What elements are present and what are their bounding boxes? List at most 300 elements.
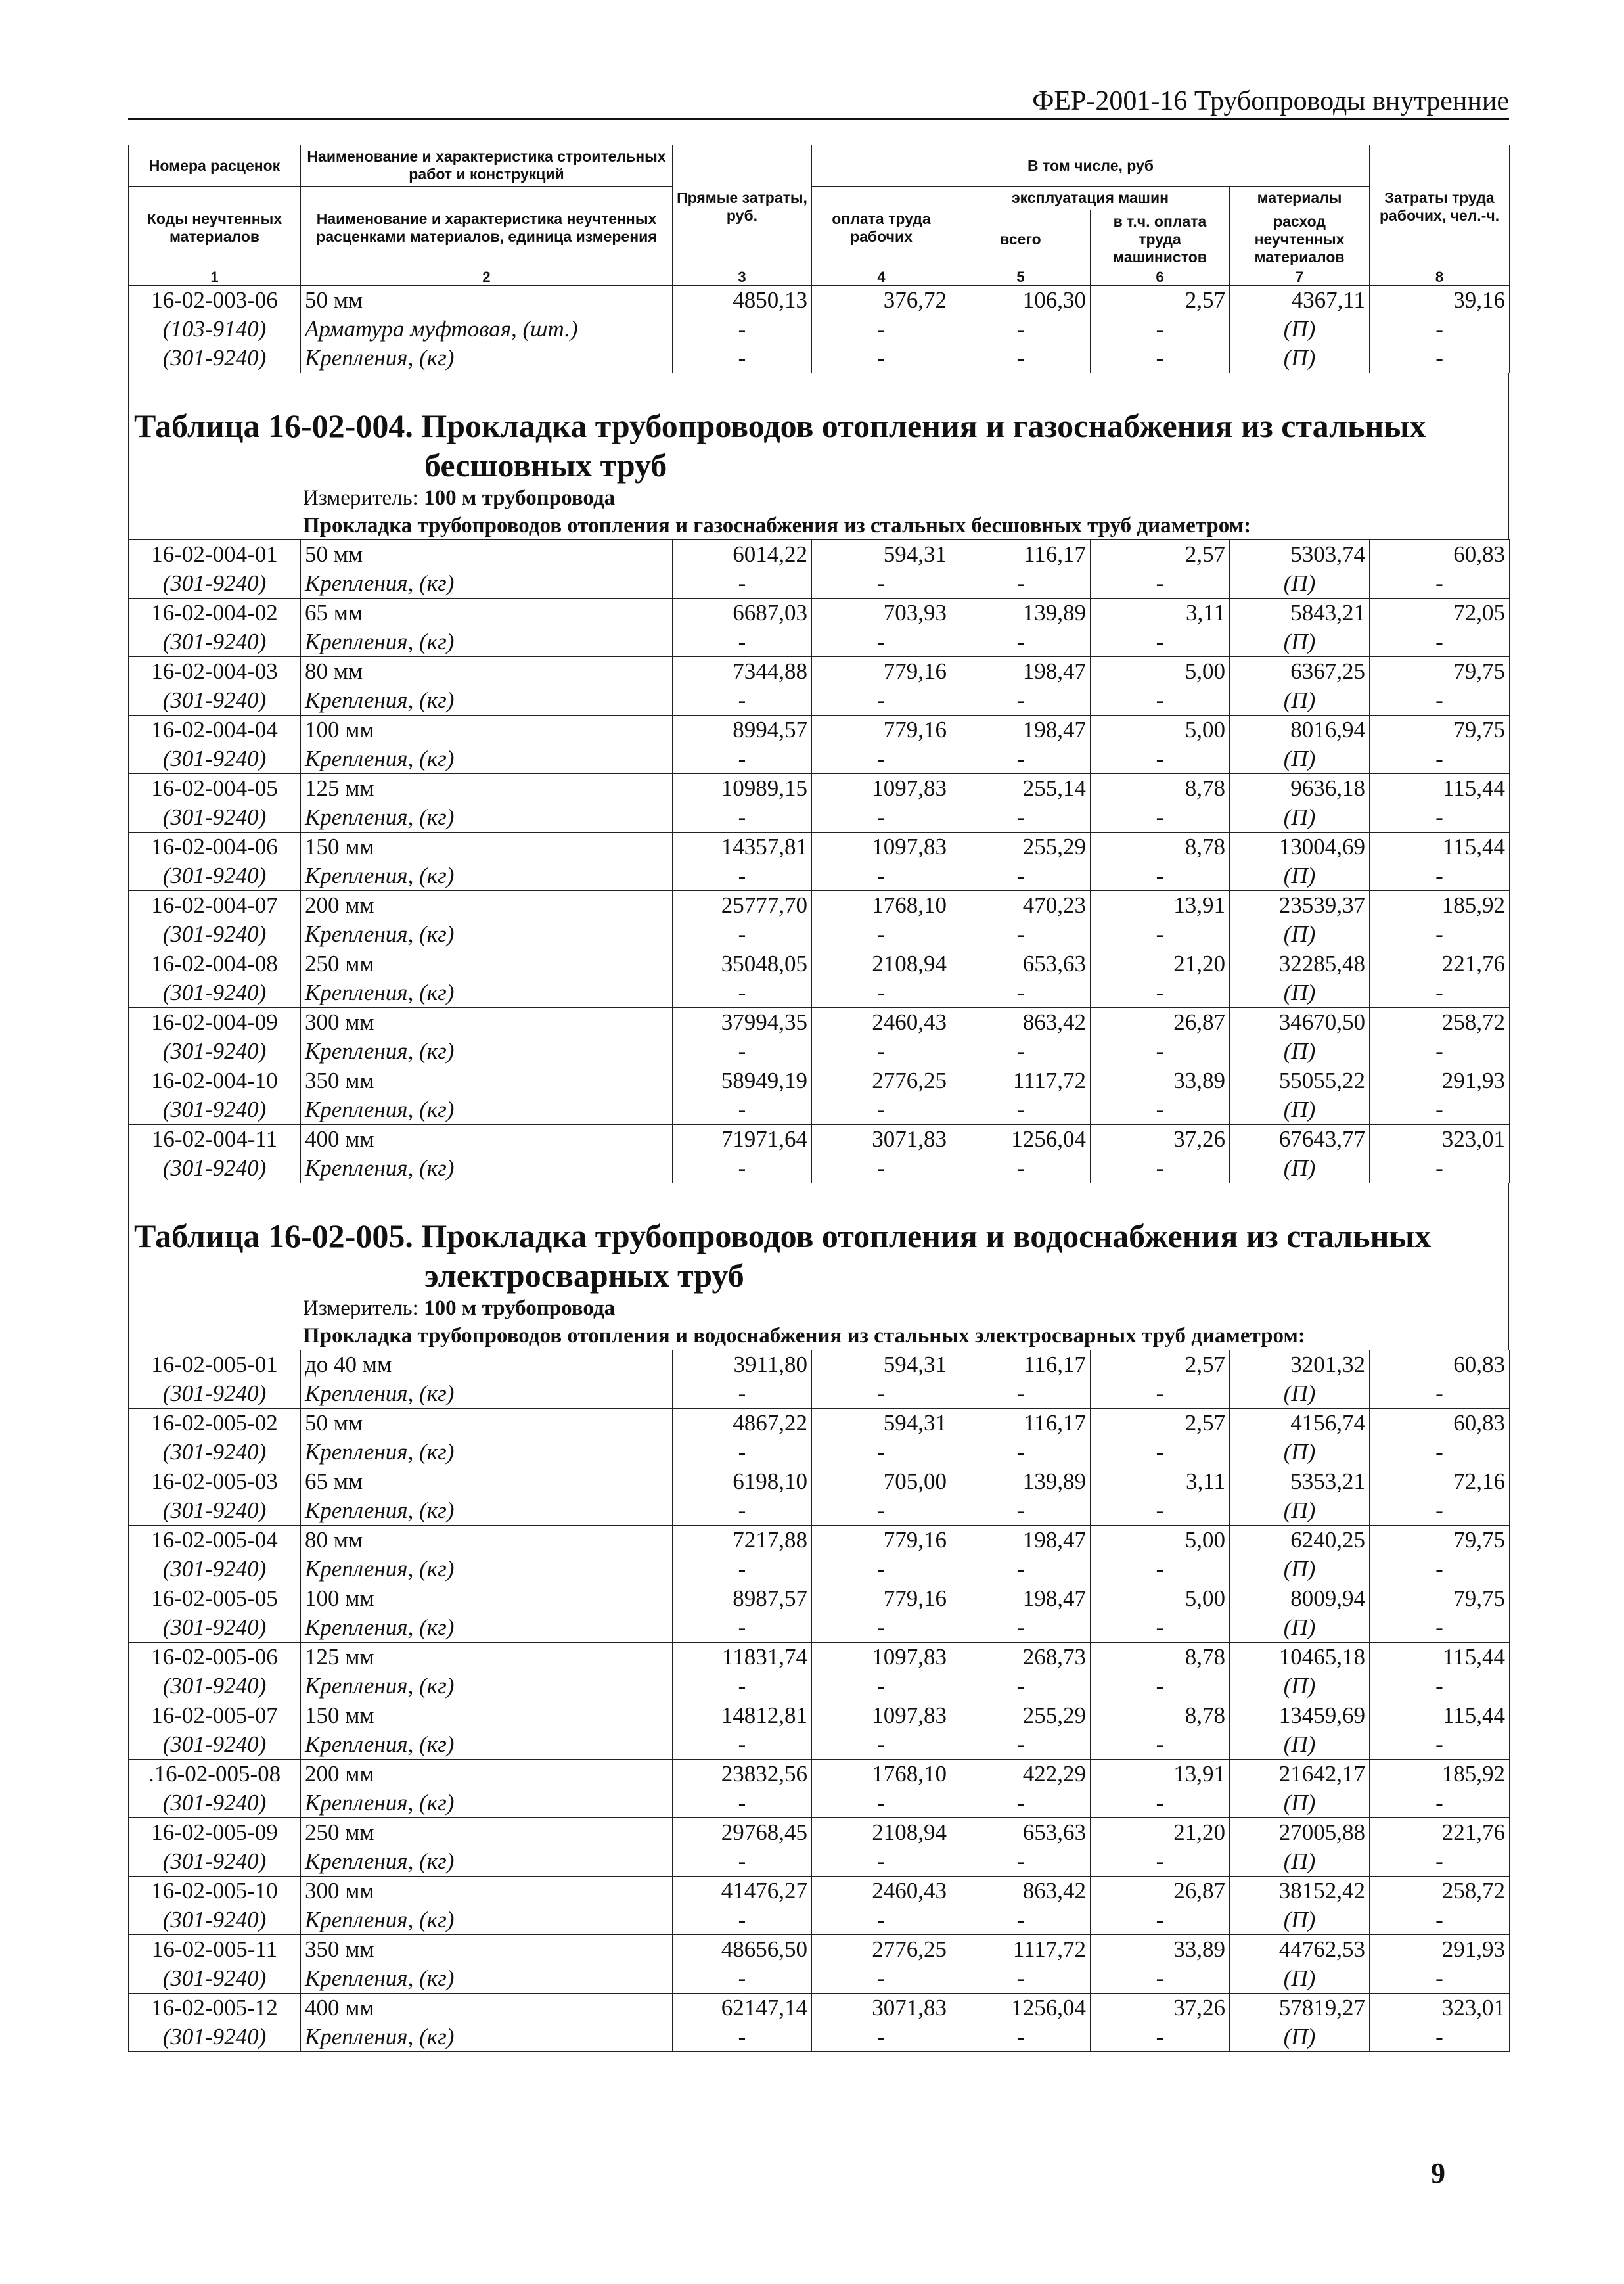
direct-costs: - [673, 315, 812, 344]
machines-total: 1117,72 [951, 1066, 1091, 1096]
operators-pay: - [1091, 861, 1230, 891]
material-name: Крепления, (кг) [301, 344, 673, 373]
table-row [129, 1613, 1510, 1643]
table-row [129, 891, 1510, 921]
table-row [129, 1847, 1510, 1877]
worker-hours: - [1370, 686, 1510, 716]
material-name: Крепления, (кг) [301, 920, 673, 949]
labor-pay: 2776,25 [812, 1066, 951, 1096]
material-name: Крепления, (кг) [301, 1847, 673, 1877]
direct-costs: 14357,81 [673, 833, 812, 862]
table-row [129, 344, 1510, 373]
operators-pay: 8,78 [1091, 1643, 1230, 1672]
worker-hours: - [1370, 2022, 1510, 2052]
machines-total: - [951, 1730, 1091, 1760]
labor-pay: 779,16 [812, 657, 951, 687]
table-row [129, 1526, 1510, 1555]
labor-pay: - [812, 1496, 951, 1526]
material-name: Крепления, (кг) [301, 744, 673, 774]
col-number-7: 7 [1230, 269, 1370, 286]
machines-total: - [951, 920, 1091, 949]
work-name: 300 мм [301, 1877, 673, 1906]
machines-total: 1256,04 [951, 1994, 1091, 2023]
worker-hours: - [1370, 1154, 1510, 1183]
worker-hours: 115,44 [1370, 774, 1510, 804]
worker-hours: 221,76 [1370, 1818, 1510, 1848]
worker-hours: 115,44 [1370, 833, 1510, 862]
operators-pay: - [1091, 315, 1230, 344]
material-name: Крепления, (кг) [301, 1037, 673, 1066]
table-row [129, 686, 1510, 716]
worker-hours: 323,01 [1370, 1994, 1510, 2023]
operators-pay: 3,11 [1091, 599, 1230, 628]
worker-hours: 60,83 [1370, 1350, 1510, 1380]
col-including: В том числе, руб [812, 145, 1370, 187]
materials-cost: 4156,74 [1230, 1409, 1370, 1438]
material-name: Крепления, (кг) [301, 1964, 673, 1994]
labor-pay: 2776,25 [812, 1935, 951, 1965]
materials-cost: (П) [1230, 1496, 1370, 1526]
direct-costs: 25777,70 [673, 891, 812, 921]
machines-total: 198,47 [951, 716, 1091, 745]
operators-pay: 13,91 [1091, 891, 1230, 921]
labor-pay: 594,31 [812, 540, 951, 570]
machines-total: - [951, 978, 1091, 1008]
materials-cost: 5843,21 [1230, 599, 1370, 628]
worker-hours: 185,92 [1370, 891, 1510, 921]
rate-code: 16-02-005-05 [129, 1584, 301, 1614]
machines-total: 116,17 [951, 1350, 1091, 1380]
table-row [129, 1350, 1510, 1380]
material-code: (301-9240) [129, 1906, 301, 1935]
table-row [129, 1877, 1510, 1906]
labor-pay: - [812, 628, 951, 657]
work-name: 200 мм [301, 891, 673, 921]
work-name: 150 мм [301, 1701, 673, 1731]
machines-total: 863,42 [951, 1008, 1091, 1038]
machines-total: - [951, 744, 1091, 774]
direct-costs: - [673, 569, 812, 599]
col-materials: материалы [1230, 187, 1370, 210]
machines-total: - [951, 1613, 1091, 1643]
document-title: ФЕР-2001-16 Трубопроводы внутренние [1032, 86, 1509, 116]
worker-hours: 291,93 [1370, 1066, 1510, 1096]
direct-costs: 23832,56 [673, 1760, 812, 1789]
materials-cost: 13459,69 [1230, 1701, 1370, 1731]
material-code: (301-9240) [129, 1847, 301, 1877]
rate-code: 16-02-005-07 [129, 1701, 301, 1731]
direct-costs: 14812,81 [673, 1701, 812, 1731]
material-name: Арматура муфтовая, (шт.) [301, 315, 673, 344]
direct-costs: - [673, 628, 812, 657]
operators-pay: 5,00 [1091, 657, 1230, 687]
material-name: Крепления, (кг) [301, 1555, 673, 1584]
materials-cost: (П) [1230, 1095, 1370, 1125]
rate-code: 16-02-004-06 [129, 833, 301, 862]
table-16-02-004 [128, 539, 1510, 1183]
labor-pay: - [812, 686, 951, 716]
work-name: 250 мм [301, 1818, 673, 1848]
col-material-codes: Коды неучтенных материалов [129, 187, 301, 269]
material-code: (301-9240) [129, 2022, 301, 2052]
labor-pay: 2108,94 [812, 949, 951, 979]
rate-code: 16-02-005-03 [129, 1467, 301, 1497]
materials-cost: (П) [1230, 569, 1370, 599]
direct-costs: 37994,35 [673, 1008, 812, 1038]
table-row [129, 1095, 1510, 1125]
worker-hours: - [1370, 1672, 1510, 1701]
operators-pay: 21,20 [1091, 949, 1230, 979]
material-name: Крепления, (кг) [301, 1496, 673, 1526]
operators-pay: - [1091, 1379, 1230, 1409]
operators-pay: - [1091, 1555, 1230, 1584]
operators-pay: 2,57 [1091, 540, 1230, 570]
material-code: (301-9240) [129, 1613, 301, 1643]
materials-cost: (П) [1230, 920, 1370, 949]
worker-hours: - [1370, 803, 1510, 833]
worker-hours: - [1370, 344, 1510, 373]
machines-total: - [951, 1095, 1091, 1125]
table-title-line1: Таблица 16-02-004. Прокладка трубопроводов отопления и газоснабжения из стальных [134, 407, 1426, 444]
material-code: (301-9240) [129, 1964, 301, 1994]
machines-total: 653,63 [951, 949, 1091, 979]
table-title-line2: бесшовных труб [424, 447, 667, 484]
work-name: 125 мм [301, 1643, 673, 1672]
machines-total: - [951, 1964, 1091, 1994]
direct-costs: 41476,27 [673, 1877, 812, 1906]
labor-pay: - [812, 315, 951, 344]
worker-hours: - [1370, 861, 1510, 891]
machines-total: - [951, 1496, 1091, 1526]
machines-total: - [951, 628, 1091, 657]
labor-pay: - [812, 1095, 951, 1125]
machines-total: 255,29 [951, 1701, 1091, 1731]
direct-costs: 71971,64 [673, 1125, 812, 1154]
table-row [129, 978, 1510, 1008]
work-name: 50 мм [301, 286, 673, 315]
direct-costs: 3911,80 [673, 1350, 812, 1380]
machines-total: - [951, 344, 1091, 373]
materials-cost: (П) [1230, 1730, 1370, 1760]
direct-costs: - [673, 1906, 812, 1935]
work-name: 50 мм [301, 1409, 673, 1438]
worker-hours: 258,72 [1370, 1877, 1510, 1906]
machines-total: - [951, 1037, 1091, 1066]
col-operators-pay: в т.ч. оплата труда машинистов [1091, 210, 1230, 269]
materials-cost: 4367,11 [1230, 286, 1370, 315]
direct-costs: 6198,10 [673, 1467, 812, 1497]
work-name: 80 мм [301, 1526, 673, 1555]
work-name: 50 мм [301, 540, 673, 570]
rate-code: 16-02-004-07 [129, 891, 301, 921]
operators-pay: - [1091, 1496, 1230, 1526]
worker-hours: 258,72 [1370, 1008, 1510, 1038]
work-name: 250 мм [301, 949, 673, 979]
labor-pay: 779,16 [812, 1526, 951, 1555]
direct-costs: 7217,88 [673, 1526, 812, 1555]
labor-pay: - [812, 1906, 951, 1935]
worker-hours: - [1370, 1964, 1510, 1994]
work-name: 100 мм [301, 1584, 673, 1614]
labor-pay: - [812, 1037, 951, 1066]
direct-costs: - [673, 1789, 812, 1818]
table-row [129, 833, 1510, 862]
direct-costs: - [673, 1964, 812, 1994]
machines-total: - [951, 1906, 1091, 1935]
rate-code: 16-02-004-04 [129, 716, 301, 745]
machines-total: 116,17 [951, 1409, 1091, 1438]
table-row [129, 1555, 1510, 1584]
spacer [128, 373, 1509, 406]
col-machines: эксплуатация машин [951, 187, 1230, 210]
work-name: 65 мм [301, 1467, 673, 1497]
machines-total: 198,47 [951, 657, 1091, 687]
operators-pay: 21,20 [1091, 1818, 1230, 1848]
labor-pay: - [812, 1613, 951, 1643]
direct-costs: - [673, 920, 812, 949]
materials-cost: 34670,50 [1230, 1008, 1370, 1038]
material-name: Крепления, (кг) [301, 1379, 673, 1409]
material-name: Крепления, (кг) [301, 569, 673, 599]
machines-total: 198,47 [951, 1526, 1091, 1555]
table-16-02-003 [128, 145, 1510, 373]
table-row [129, 1789, 1510, 1818]
worker-hours: - [1370, 1906, 1510, 1935]
direct-costs: 29768,45 [673, 1818, 812, 1848]
operators-pay: - [1091, 920, 1230, 949]
worker-hours: 72,16 [1370, 1467, 1510, 1497]
worker-hours: 79,75 [1370, 716, 1510, 745]
labor-pay: - [812, 1730, 951, 1760]
machines-total: - [951, 686, 1091, 716]
materials-cost: 32285,48 [1230, 949, 1370, 979]
operators-pay: - [1091, 2022, 1230, 2052]
labor-pay: - [812, 1672, 951, 1701]
table-row [129, 1037, 1510, 1066]
table-row [129, 861, 1510, 891]
measure-value: 100 м трубопровода [424, 486, 616, 510]
worker-hours: 115,44 [1370, 1701, 1510, 1731]
col-labor-pay: оплата труда рабочих [812, 187, 951, 269]
direct-costs: 58949,19 [673, 1066, 812, 1096]
rate-code: 16-02-005-11 [129, 1935, 301, 1965]
labor-pay: 3071,83 [812, 1994, 951, 2023]
operators-pay: - [1091, 1789, 1230, 1818]
materials-cost: (П) [1230, 1555, 1370, 1584]
material-code: (301-9240) [129, 1438, 301, 1467]
machines-total: - [951, 2022, 1091, 2052]
work-name: 125 мм [301, 774, 673, 804]
materials-cost: (П) [1230, 1906, 1370, 1935]
material-code: (301-9240) [129, 686, 301, 716]
direct-costs: - [673, 1730, 812, 1760]
machines-total: - [951, 1154, 1091, 1183]
table-row [129, 599, 1510, 628]
labor-pay: 1097,83 [812, 833, 951, 862]
rate-code: 16-02-005-10 [129, 1877, 301, 1906]
rate-code: .16-02-005-08 [129, 1760, 301, 1789]
table-row [129, 1409, 1510, 1438]
table-row [129, 1906, 1510, 1935]
rate-code: 16-02-004-02 [129, 599, 301, 628]
labor-pay: - [812, 344, 951, 373]
machines-total: 139,89 [951, 599, 1091, 628]
material-code: (103-9140) [129, 315, 301, 344]
col-work-name: Наименование и характеристика строительных работ и конструкций [301, 145, 673, 187]
direct-costs: 11831,74 [673, 1643, 812, 1672]
material-name: Крепления, (кг) [301, 1613, 673, 1643]
labor-pay: - [812, 1964, 951, 1994]
operators-pay: 37,26 [1091, 1125, 1230, 1154]
materials-cost: (П) [1230, 686, 1370, 716]
table-row [129, 1584, 1510, 1614]
machines-total: - [951, 1789, 1091, 1818]
operators-pay: - [1091, 744, 1230, 774]
materials-cost: 8009,94 [1230, 1584, 1370, 1614]
labor-pay: - [812, 978, 951, 1008]
labor-pay: 705,00 [812, 1467, 951, 1497]
worker-hours: - [1370, 1438, 1510, 1467]
operators-pay: 2,57 [1091, 286, 1230, 315]
direct-costs: 48656,50 [673, 1935, 812, 1965]
col-worker-hours: Затраты труда рабочих, чел.-ч. [1370, 145, 1510, 269]
worker-hours: - [1370, 315, 1510, 344]
materials-cost: (П) [1230, 344, 1370, 373]
machines-total: 653,63 [951, 1818, 1091, 1848]
material-code: (301-9240) [129, 1095, 301, 1125]
direct-costs: - [673, 744, 812, 774]
materials-cost: 9636,18 [1230, 774, 1370, 804]
labor-pay: 594,31 [812, 1409, 951, 1438]
direct-costs: 6687,03 [673, 599, 812, 628]
material-name: Крепления, (кг) [301, 1154, 673, 1183]
materials-cost: 38152,42 [1230, 1877, 1370, 1906]
rate-code: 16-02-003-06 [129, 286, 301, 315]
table-row [129, 1496, 1510, 1526]
table-row [129, 1760, 1510, 1789]
machines-total: - [951, 569, 1091, 599]
direct-costs: - [673, 1847, 812, 1877]
work-name: 200 мм [301, 1760, 673, 1789]
worker-hours: - [1370, 569, 1510, 599]
worker-hours: 79,75 [1370, 1526, 1510, 1555]
material-code: (301-9240) [129, 1730, 301, 1760]
labor-pay: 376,72 [812, 286, 951, 315]
operators-pay: 8,78 [1091, 774, 1230, 804]
material-name: Крепления, (кг) [301, 1095, 673, 1125]
col-number-8: 8 [1370, 269, 1510, 286]
materials-cost: (П) [1230, 1037, 1370, 1066]
material-name: Крепления, (кг) [301, 803, 673, 833]
materials-cost: (П) [1230, 1789, 1370, 1818]
materials-cost: (П) [1230, 744, 1370, 774]
direct-costs: - [673, 1613, 812, 1643]
material-code: (301-9240) [129, 1154, 301, 1183]
operators-pay: 5,00 [1091, 1526, 1230, 1555]
col-number-3: 3 [673, 269, 812, 286]
work-name: 150 мм [301, 833, 673, 862]
work-name: до 40 мм [301, 1350, 673, 1380]
labor-pay: - [812, 861, 951, 891]
operators-pay: 26,87 [1091, 1008, 1230, 1038]
labor-pay: - [812, 1555, 951, 1584]
table-row [129, 569, 1510, 599]
table-row [129, 1008, 1510, 1038]
rate-code: 16-02-004-01 [129, 540, 301, 570]
material-code: (301-9240) [129, 861, 301, 891]
table-16-02-004-heading [128, 406, 1509, 539]
material-name: Крепления, (кг) [301, 686, 673, 716]
worker-hours: - [1370, 1847, 1510, 1877]
machines-total: - [951, 1847, 1091, 1877]
measure-label: Измеритель: [303, 486, 418, 510]
direct-costs: - [673, 1496, 812, 1526]
operators-pay: - [1091, 1730, 1230, 1760]
worker-hours: - [1370, 1555, 1510, 1584]
worker-hours: - [1370, 1789, 1510, 1818]
machines-total: 106,30 [951, 286, 1091, 315]
table-row [129, 803, 1510, 833]
worker-hours: - [1370, 1730, 1510, 1760]
operators-pay: - [1091, 686, 1230, 716]
worker-hours: 79,75 [1370, 657, 1510, 687]
materials-cost: (П) [1230, 2022, 1370, 2052]
labor-pay: 3071,83 [812, 1125, 951, 1154]
table-row [129, 949, 1510, 979]
worker-hours: - [1370, 920, 1510, 949]
materials-cost: (П) [1230, 803, 1370, 833]
col-direct-costs: Прямые затраты, руб. [673, 145, 812, 269]
labor-pay: 2460,43 [812, 1008, 951, 1038]
labor-pay: 594,31 [812, 1350, 951, 1380]
labor-pay: - [812, 1789, 951, 1818]
material-name: Крепления, (кг) [301, 1672, 673, 1701]
material-code: (301-9240) [129, 344, 301, 373]
table-subheading: Прокладка трубопроводов отопления и газоснабжения из стальных бесшовных труб диаметром: [129, 513, 1508, 539]
labor-pay: - [812, 1847, 951, 1877]
col-material-name: Наименование и характеристика неучтенных расценками материалов, единица измерения [301, 187, 673, 269]
machines-total: 470,23 [951, 891, 1091, 921]
machines-total: 255,29 [951, 833, 1091, 862]
materials-cost: (П) [1230, 628, 1370, 657]
material-code: (301-9240) [129, 1672, 301, 1701]
direct-costs: 6014,22 [673, 540, 812, 570]
material-code: (301-9240) [129, 978, 301, 1008]
labor-pay: 1097,83 [812, 774, 951, 804]
measure-value: 100 м трубопровода [424, 1296, 616, 1320]
machines-total: - [951, 1672, 1091, 1701]
table-row [129, 540, 1510, 570]
rate-code: 16-02-005-04 [129, 1526, 301, 1555]
work-name: 300 мм [301, 1008, 673, 1038]
operators-pay: 26,87 [1091, 1877, 1230, 1906]
direct-costs: - [673, 861, 812, 891]
table-row [129, 1818, 1510, 1848]
table-row [129, 1994, 1510, 2023]
materials-cost: (П) [1230, 315, 1370, 344]
machines-total: - [951, 803, 1091, 833]
labor-pay: - [812, 1379, 951, 1409]
table-row [129, 657, 1510, 687]
materials-cost: 3201,32 [1230, 1350, 1370, 1380]
col-unaccounted-materials: расход неучтенных материалов [1230, 210, 1370, 269]
col-number-6: 6 [1091, 269, 1230, 286]
labor-pay: - [812, 803, 951, 833]
operators-pay: - [1091, 1154, 1230, 1183]
col-number-4: 4 [812, 269, 951, 286]
direct-costs: 10989,15 [673, 774, 812, 804]
materials-cost: 8016,94 [1230, 716, 1370, 745]
